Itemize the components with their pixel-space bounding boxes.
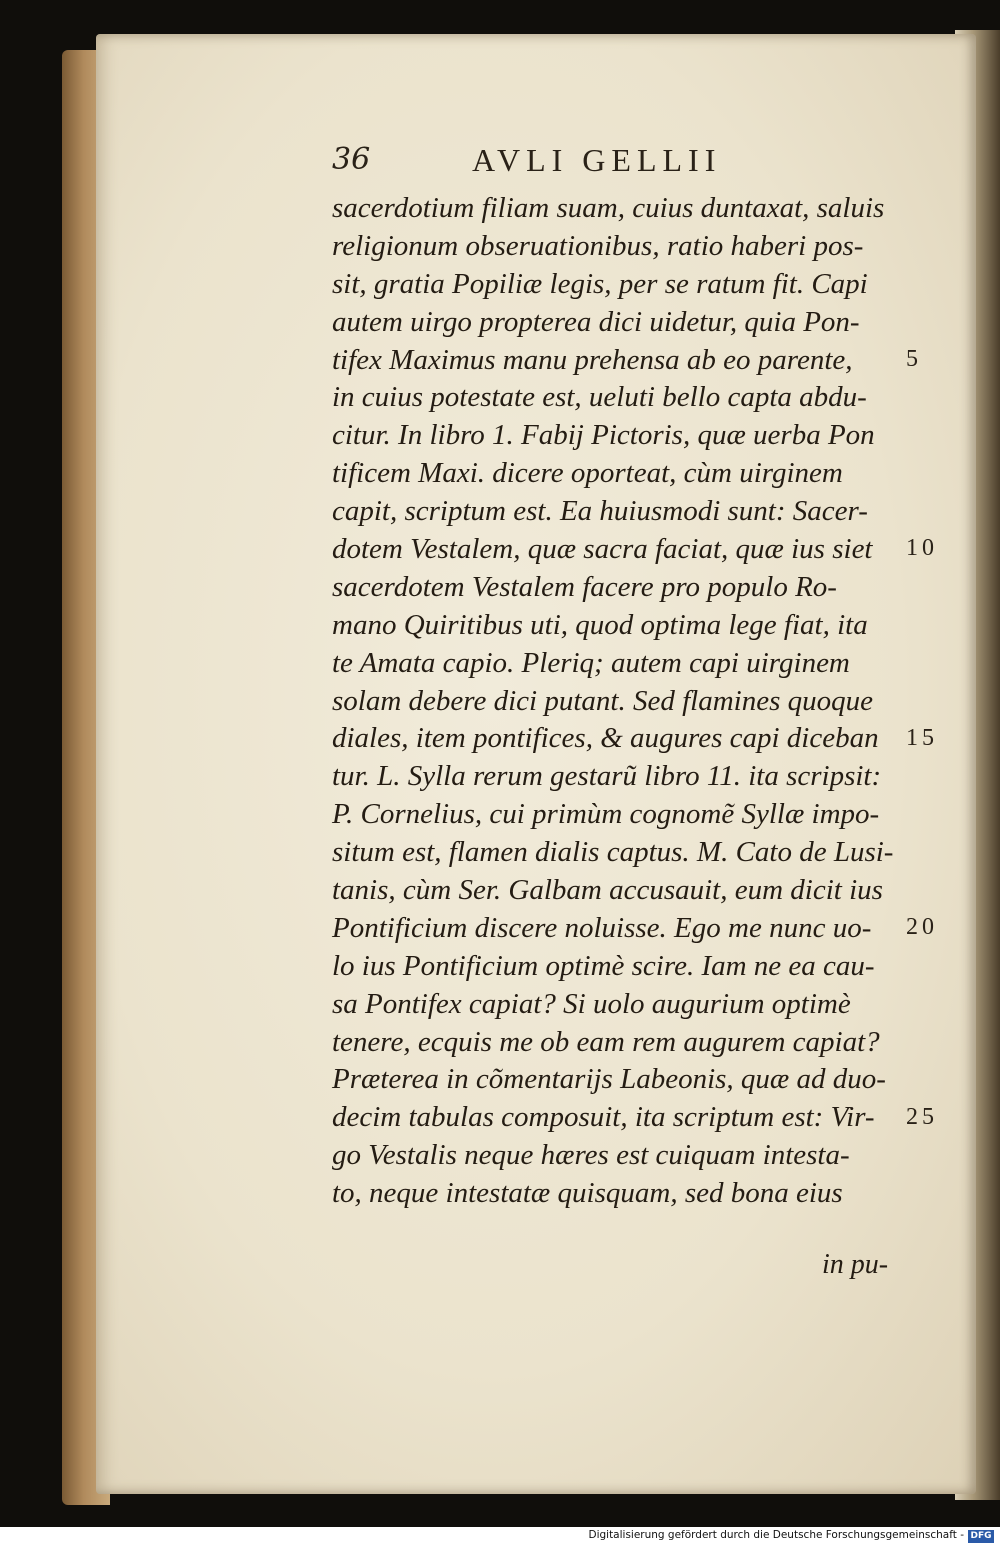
text-line: tificem Maxi. dicere oporteat, cùm uirginem [332, 457, 843, 490]
text-line: diales, item pontifices, & augures capi diceban [332, 722, 879, 755]
text-block [332, 190, 912, 1213]
running-head [332, 142, 752, 188]
text-line: in cuius potestate est, ueluti bello capta abdu- [332, 381, 867, 414]
text-line: tanis, cùm Ser. Galbam accusauit, eum dicit ius [332, 874, 883, 907]
catchword: in pu- [822, 1249, 889, 1280]
text-line: sacerdotem Vestalem facere pro populo Ro- [332, 570, 837, 603]
text-line: solam debere dici putant. Sed flamines quoque [332, 684, 873, 717]
text-line: sit, gratia Popiliæ legis, per se ratum fit. Capi [332, 267, 868, 300]
text-line: dotem Vestalem, quæ sacra faciat, quæ ius siet [332, 533, 873, 566]
footer-credit: Digitalisierung gefördert durch die Deutsche Forschungsgemeinschaft - [588, 1529, 964, 1541]
text-line: tur. L. Sylla rerum gestarũ libro 11. ita scripsit: [332, 760, 882, 793]
text-line: sacerdotium filiam suam, cuius duntaxat, saluis [332, 192, 885, 224]
text-line: religionum obseruationibus, ratio haberi pos- [332, 229, 864, 262]
margin-number: 25 [906, 1103, 938, 1130]
text-line: autem uirgo propterea dici uidetur, quia Pon- [332, 305, 860, 338]
margin-number: 5 [906, 345, 922, 372]
text-line: te Amata capio. Pleriq; autem capi uirginem [332, 646, 850, 679]
text-line: tifex Maximus manu prehensa ab eo parente, [332, 343, 853, 376]
text-line: to, neque intestatæ quisquam, sed bona eius [332, 1177, 843, 1210]
footer-bar [0, 1527, 1000, 1547]
margin-number: 10 [906, 535, 938, 562]
text-line: tenere, ecquis me ob eam rem augurem capiat? [332, 1025, 880, 1058]
text-line: citur. In libro 1. Fabij Pictoris, quæ uerba Pon [332, 419, 875, 452]
text-line: lo ius Pontificium optimè scire. Iam ne ea cau- [332, 949, 875, 982]
margin-number: 15 [906, 724, 938, 751]
page-number: 36 [332, 142, 371, 177]
text-line: Pontificium discere noluisse. Ego me nunc uo- [332, 911, 872, 944]
text-line: Præterea in cõmentarijs Labeonis, quæ ad duo- [332, 1063, 886, 1096]
dfg-logo: DFG [968, 1530, 994, 1543]
running-title: AVLI GELLII [472, 142, 722, 178]
margin-number: 20 [906, 914, 938, 941]
text-line: P. Cornelius, cui primùm cognomẽ Syllæ impo- [332, 798, 880, 831]
text-line: capit, scriptum est. Ea huiusmodi sunt: Sacer- [332, 495, 868, 528]
text-line: go Vestalis neque hæres est cuiquam intesta- [332, 1139, 850, 1172]
text-line: mano Quiritibus uti, quod optima lege fiat, ita [332, 608, 868, 641]
text-line: situm est, flamen dialis captus. M. Cato de Lusi- [332, 836, 894, 869]
text-line: sa Pontifex capiat? Si uolo augurium optimè [332, 987, 851, 1020]
text-line: decim tabulas composuit, ita scriptum est: Vir- [332, 1101, 875, 1134]
